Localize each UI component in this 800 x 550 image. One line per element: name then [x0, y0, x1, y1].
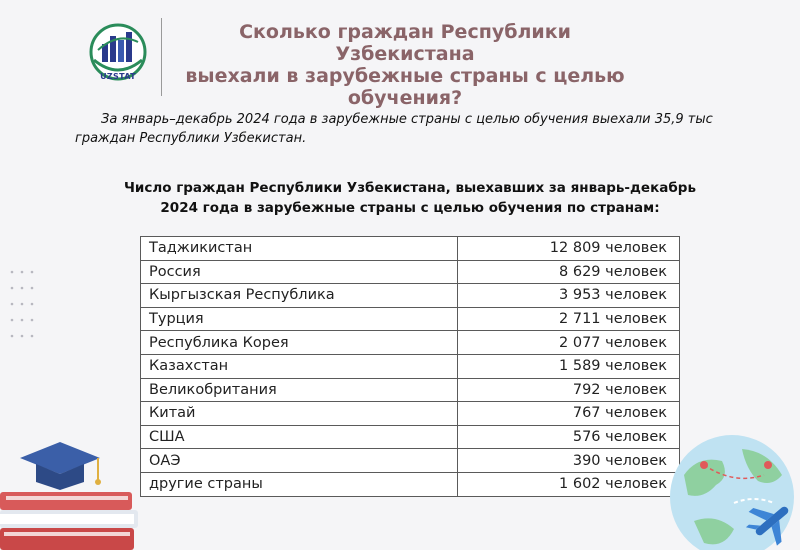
table-row	[141, 449, 680, 473]
country-cell: Казахстан	[141, 354, 458, 378]
globe-airplane-icon	[664, 425, 800, 550]
table-row	[141, 260, 680, 284]
value-cell: 792 человек	[458, 378, 680, 402]
table-row	[141, 331, 680, 355]
page-title	[170, 21, 640, 109]
intro-paragraph	[75, 110, 755, 148]
header-divider	[161, 18, 162, 96]
table-row	[141, 472, 680, 496]
value-cell: 767 человек	[458, 402, 680, 426]
title-line: выехали в зарубежные страны с целью	[185, 65, 625, 87]
table-row	[141, 402, 680, 426]
country-cell: Великобритания	[141, 378, 458, 402]
table-row	[141, 237, 680, 261]
value-cell: 1 602 человек	[458, 472, 680, 496]
value-cell: 390 человек	[458, 449, 680, 473]
value-cell: 576 человек	[458, 425, 680, 449]
table-row	[141, 284, 680, 308]
value-cell: 8 629 человек	[458, 260, 680, 284]
country-cell: Россия	[141, 260, 458, 284]
country-cell: Республика Корея	[141, 331, 458, 355]
country-cell: другие страны	[141, 472, 458, 496]
table-row	[141, 378, 680, 402]
value-cell: 3 953 человек	[458, 284, 680, 308]
caption-line: Число граждан Республики Узбекистана, выехавших за январь-декабрь	[123, 180, 696, 196]
intro-line: граждан Республики Узбекистан.	[75, 131, 307, 146]
value-cell: 2 077 человек	[458, 331, 680, 355]
table-row	[141, 307, 680, 331]
graduation-cap-books-icon	[0, 428, 140, 550]
value-cell: 1 589 человек	[458, 354, 680, 378]
table-row	[141, 425, 680, 449]
country-cell: ОАЭ	[141, 449, 458, 473]
value-cell: 2 711 человек	[458, 307, 680, 331]
country-cell: Турция	[141, 307, 458, 331]
value-cell: 12 809 человек	[458, 237, 680, 261]
table-caption	[110, 178, 710, 218]
country-cell: США	[141, 425, 458, 449]
country-cell: Кыргызская Республика	[141, 284, 458, 308]
caption-line: 2024 года в зарубежные страны с целью обучения по странам:	[160, 200, 660, 216]
country-cell: Таджикистан	[141, 237, 458, 261]
logo-text: UZSTAT	[100, 72, 136, 81]
students-by-country-table	[140, 236, 680, 497]
dot-grid-decoration	[8, 268, 38, 348]
title-line: обучения?	[347, 87, 463, 109]
table-row	[141, 354, 680, 378]
intro-line: За январь–декабрь 2024 года в зарубежные страны с целью обучения выехали 35,9 тыс	[101, 112, 713, 127]
title-line: Сколько граждан Республики Узбекистана	[239, 21, 571, 65]
country-cell: Китай	[141, 402, 458, 426]
